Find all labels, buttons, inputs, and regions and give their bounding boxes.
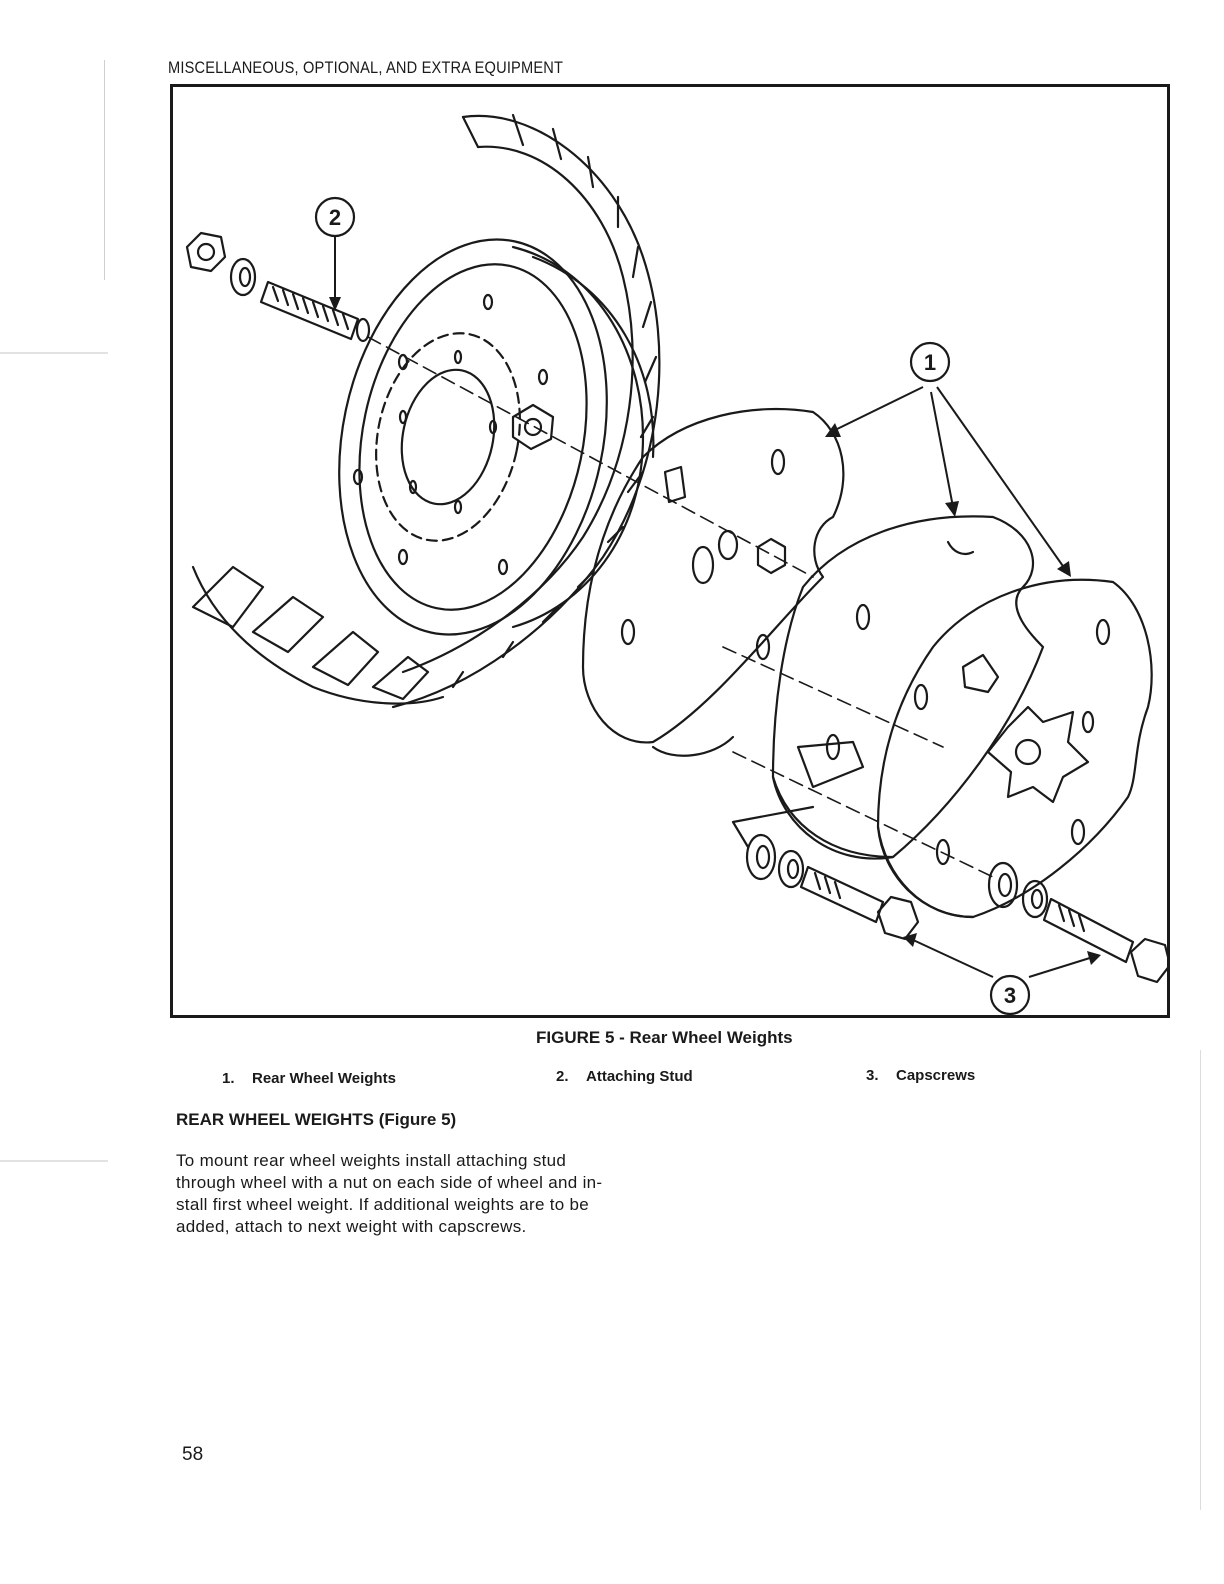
first-wheel-weight [583, 409, 843, 756]
legend-label: Capscrews [896, 1067, 976, 1084]
scan-artifact [0, 1160, 108, 1162]
figure-caption: FIGURE 5 - Rear Wheel Weights [536, 1028, 793, 1047]
svg-text:2: 2 [328, 205, 342, 230]
tire [193, 115, 659, 707]
legend-item-attaching-stud [556, 1068, 693, 1085]
figure-5-illustration [170, 84, 1170, 1018]
legend-number: 2. [556, 1068, 569, 1085]
svg-text:1: 1 [923, 350, 937, 375]
callout-2 [316, 198, 354, 236]
legend-number: 3. [866, 1067, 879, 1084]
instructions-paragraph [176, 1150, 656, 1238]
scan-artifact [1200, 1050, 1201, 1510]
callout-1 [911, 343, 949, 381]
legend-label: Attaching Stud [586, 1068, 693, 1085]
scan-artifact [0, 352, 108, 354]
paragraph-line: added, attach to next weight with capscrews. [176, 1217, 527, 1236]
callout-3 [991, 976, 1029, 1014]
capscrew-assemblies [733, 807, 1167, 982]
paragraph-line: stall first wheel weight. If additional weights are to be [176, 1195, 590, 1214]
section-title-text: REAR WHEEL WEIGHTS [176, 1110, 375, 1129]
second-wheel-weight [723, 516, 1043, 858]
svg-text:3: 3 [1003, 983, 1017, 1008]
callout-leaders [329, 237, 1101, 977]
page-number: 58 [182, 1444, 204, 1465]
paragraph-line: To mount rear wheel weights install attaching stud [176, 1151, 567, 1170]
paragraph-line: through wheel with a nut on each side of wheel and in- [176, 1173, 603, 1192]
legend-item-capscrews [866, 1067, 975, 1084]
legend-item-rear-wheel-weights [222, 1070, 396, 1087]
legend-label: Rear Wheel Weights [252, 1070, 396, 1087]
section-figure-ref: (Figure 5) [378, 1110, 457, 1129]
legend-number: 1. [222, 1070, 235, 1087]
wheel-disc [304, 214, 653, 659]
scan-artifact [104, 60, 105, 280]
attaching-stud-assembly [187, 233, 813, 577]
section-heading [176, 1110, 456, 1130]
rear-wheel-weights-drawing [173, 87, 1167, 1015]
third-wheel-weight [733, 580, 1152, 917]
page-header: MISCELLANEOUS, OPTIONAL, AND EXTRA EQUIPMENT [168, 58, 564, 77]
